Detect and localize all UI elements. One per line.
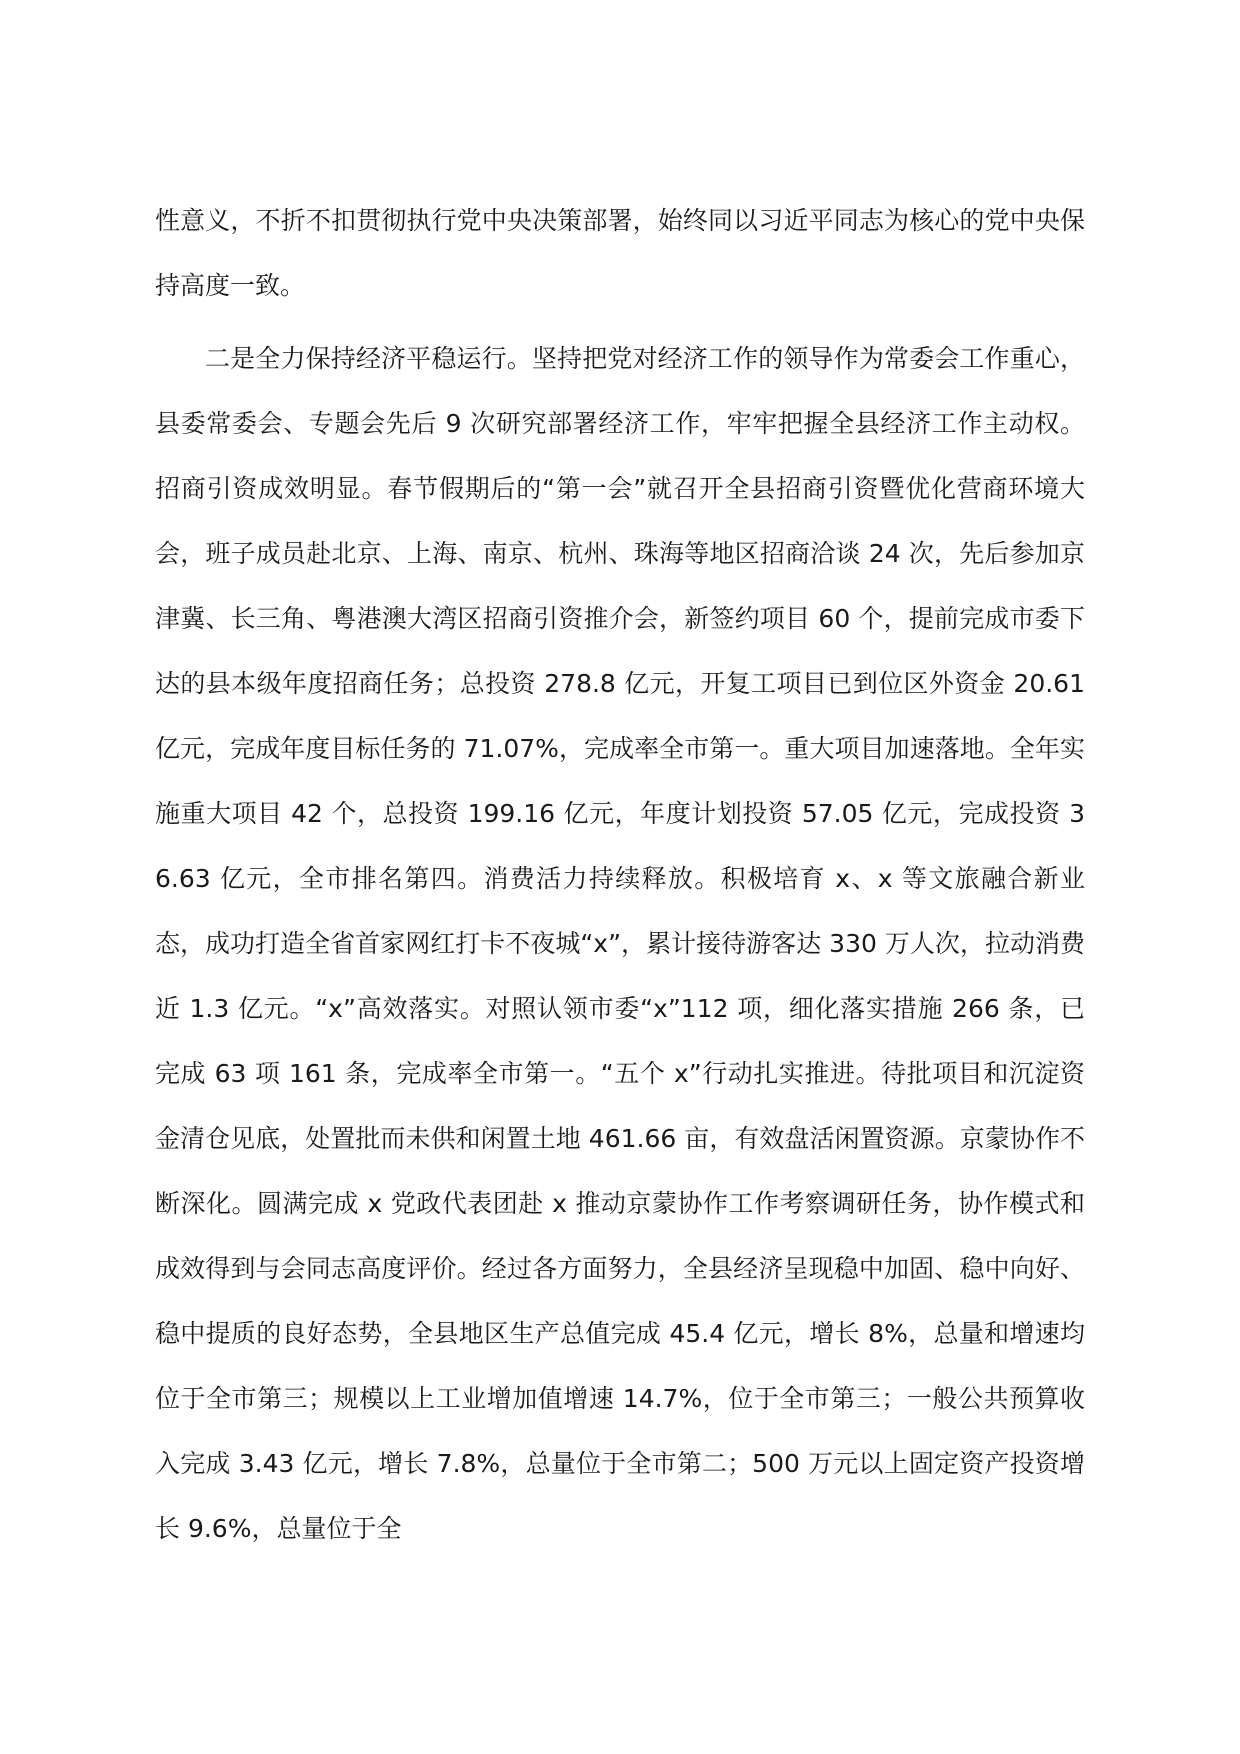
paragraph-2: 二是全力保持经济平稳运行。坚持把党对经济工作的领导作为常委会工作重心，县委常委会、专题会先后 9 次研究部署经济工作，牢牢把握全县经济工作主动权。招商引资成效明显。春节假期后的“第一会”就召开全县招商引资暨优化营商环境大会，班子成员赴北京、上海、南京、杭州、珠海等地区招商洽谈 24 次，先后参加京津冀、长三角、粤港澳大湾区招商引资推介会，新签约项目 60 个，提前完成市委下达的县本级年度招商任务；总投资 278.8 亿元，开复工项目已到位区外资金 20.61 亿元，完成年度目标任务的 71.07%，完成率全市第一。重大项目加速落地。全年实施重大项目 42 个，总投资 199.16 亿元，年度计划投资 57.05 亿元，完成投资 36.63 亿元，全市排名第四。消费活力持续释放。积极培育 x、x 等文旅融合新业态，成功打造全省首家网红打卡不夜城“x”，累计接待游客达 330 万人次，拉动消费近 1.3 亿元。“x”高效落实。对照认领市委“x”112 项，细化落实措施 266 条，已完成 63 项 161 条，完成率全市第一。“五个 x”行动扎实推进。待批项目和沉淀资金清仓见底，处置批而未供和闲置土地 461.66 亩，有效盘活闲置资源。京蒙协作不断深化。圆满完成 x 党政代表团赴 x 推动京蒙协作工作考察调研任务，协作模式和成效得到与会同志高度评价。经过各方面努力，全县经济呈现稳中加固、稳中向好、稳中提质的良好态势，全县地区生产总值完成 45.4 亿元，增长 8%，总量和增速均位于全市第三；规模以上工业增加值增速 14.7%，位于全市第三；一般公共预算收入完成 3.43 亿元，增长 7.8%，总量位于全市第二；500 万元以上固定资产投资增长 9.6%，总量位于全 — [155, 344, 1085, 1543]
document-body — [155, 188, 1085, 1561]
paragraph-1: 性意义，不折不扣贯彻执行党中央决策部署，始终同以习近平同志为核心的党中央保持高度一致。 — [155, 206, 1085, 300]
